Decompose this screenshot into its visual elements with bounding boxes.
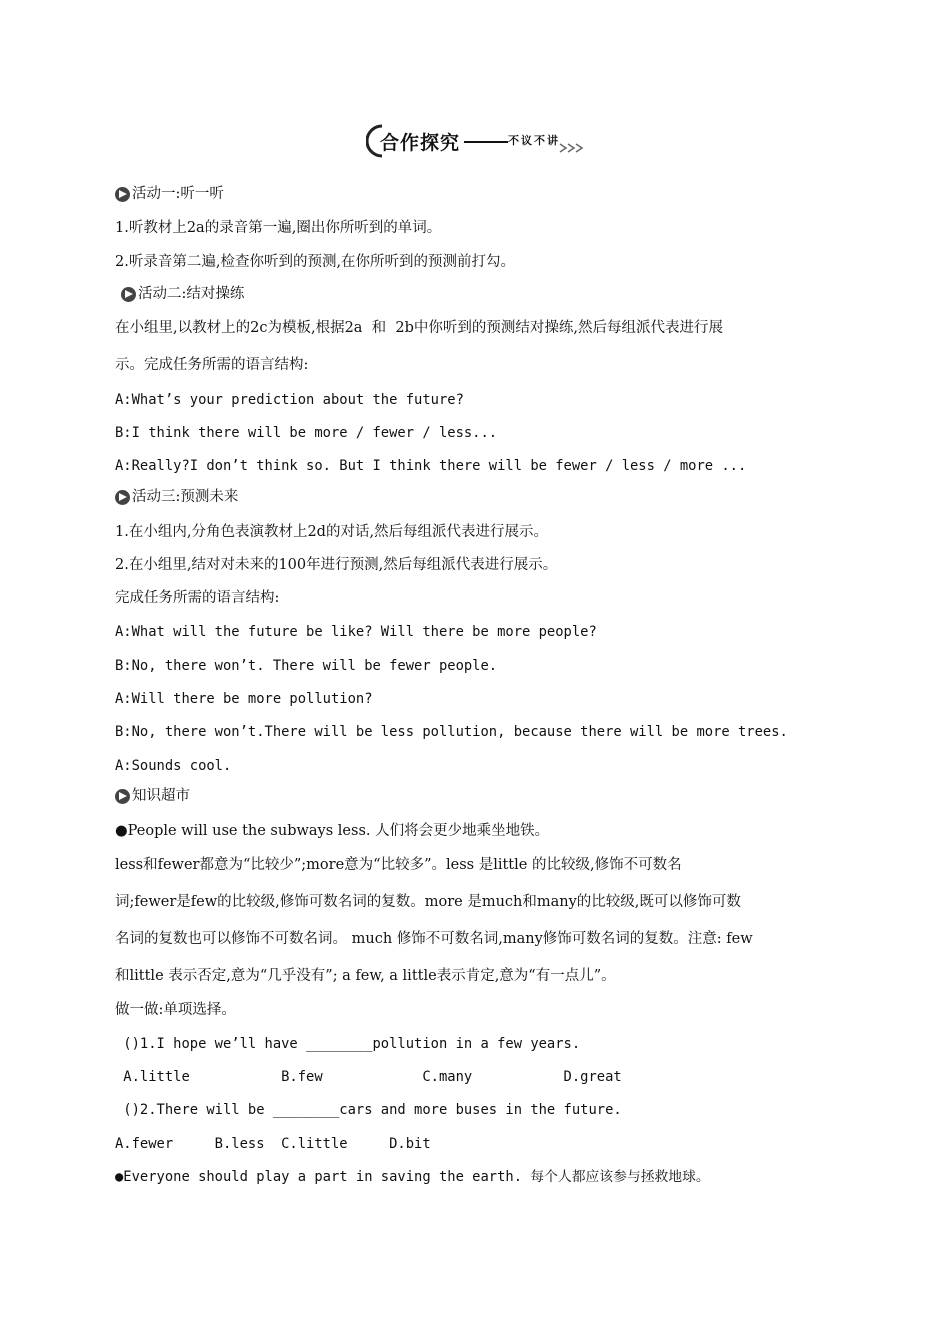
options-line: A.little B.few C.many D.great [115, 1069, 622, 1085]
dialogue-line: A:What will the future be like? Will there be more people? [115, 624, 597, 640]
banner-dash [464, 141, 508, 143]
dialogue-line: B:No, there won’t. There will be fewer people. [115, 658, 498, 674]
dialogue-line: B:No, there won’t.There will be less pollution, because there will be more trees. [115, 724, 788, 740]
question-line: ()2.There will be ________cars and more buses in the future. [115, 1102, 622, 1118]
text-line: 和little 表示否定,意为“几乎没有”; a few, a little表示肯定,意为“有一点儿”。 [115, 968, 616, 984]
arrow-bullet-icon [115, 187, 130, 202]
text-line: 2.在小组里,结对对未来的100年进行预测,然后每组派代表进行展示。 [115, 557, 558, 573]
heading-text: 知识超市 [132, 788, 190, 804]
text-line: 完成任务所需的语言结构: [115, 590, 280, 606]
text-line: 1.在小组内,分角色表演教材上2d的对话,然后每组派代表进行展示。 [115, 524, 549, 540]
dialogue-line: A:Will there be more pollution? [115, 691, 373, 707]
text-line: 在小组里,以教材上的2c为模板,根据2a 和 2b中你听到的预测结对操练,然后每组派代表进行展 [115, 320, 723, 336]
arrow-bullet-icon [115, 789, 130, 804]
arrow-bullet-icon [121, 287, 136, 302]
banner-subtitle: 不议不讲 [508, 134, 560, 147]
text-line: 2.听录音第二遍,检查你听到的预测,在你所听到的预测前打勾。 [115, 254, 516, 270]
banner-title: 合作探究 [380, 132, 461, 154]
activity-3-heading [115, 487, 238, 507]
text-line: 做一做:单项选择。 [115, 1002, 236, 1018]
heading-text: 活动二:结对操练 [138, 286, 245, 302]
activity-1-heading [115, 184, 224, 204]
text-line: 1.听教材上2a的录音第一遍,圈出你所听到的单词。 [115, 220, 442, 236]
dialogue-line: A:What’s your prediction about the future? [115, 392, 464, 408]
question-line: ()1.I hope we’ll have ________pollution in a few years. [115, 1036, 581, 1052]
text-line: 名词的复数也可以修饰不可数名词。 much 修饰不可数名词,many修饰可数名词的复数。注意: few [115, 931, 753, 947]
heading-text: 活动三:预测未来 [132, 489, 239, 505]
activity-4-heading [115, 786, 190, 806]
dialogue-line: B:I think there will be more / fewer / less... [115, 425, 498, 441]
text-line: 词;fewer是few的比较级,修饰可数名词的复数。more 是much和many的比较级,既可以修饰可数 [115, 894, 741, 910]
dialogue-line: A:Sounds cool. [115, 758, 232, 774]
heading-text: 活动一:听一听 [132, 186, 224, 202]
text-line: 示。完成任务所需的语言结构: [115, 357, 309, 373]
options-line: A.fewer B.less C.little D.bit [115, 1136, 431, 1152]
text-line: ●People will use the subways less. 人们将会更少地乘坐地铁。 [115, 823, 550, 839]
activity-2-heading [121, 284, 244, 304]
text-line: less和fewer都意为“比较少”;more意为“比较多”。less 是little 的比较级,修饰不可数名 [115, 857, 682, 873]
arrow-bullet-icon [115, 490, 130, 505]
dialogue-line: A:Really?I don’t think so. But I think there will be fewer / less / more ... [115, 458, 747, 474]
text-line: ●Everyone should play a part in saving the earth. 每个人都应该参与拯救地球。 [115, 1169, 710, 1185]
section-banner [366, 122, 586, 160]
